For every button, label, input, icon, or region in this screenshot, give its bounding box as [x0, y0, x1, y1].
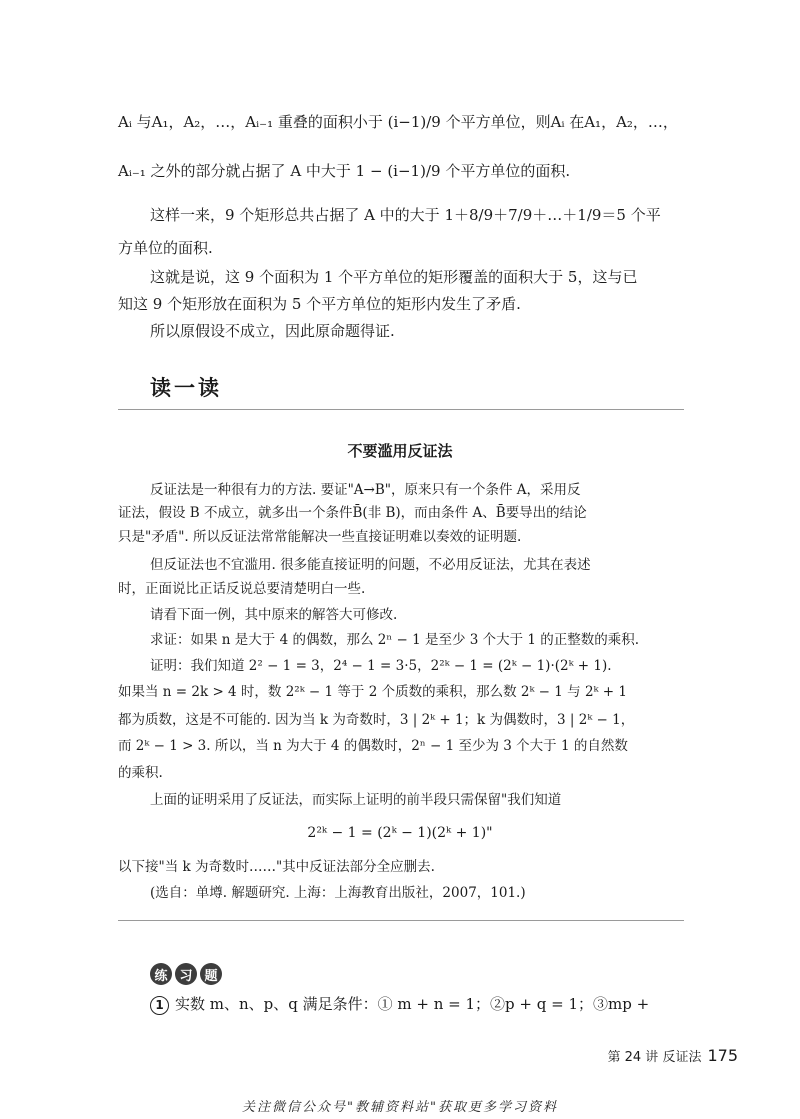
- exercise-number: 1: [150, 996, 169, 1015]
- page-footer: [608, 1046, 739, 1065]
- proof-line-7: 所以原假设不成立，因此原命题得证.: [150, 322, 395, 340]
- article-p1-line1: 反证法是一种很有力的方法. 要证"A→B"，原来只有一个条件 A，采用反: [150, 482, 581, 498]
- proof-line-3: 这样一来，9 个矩形总共占据了 A 中的大于 1＋8/9＋7/9＋…＋1/9＝5 个平: [150, 206, 661, 224]
- footer-lecture: 第 24 讲 反证法: [607, 1050, 702, 1065]
- exercise-heading: [150, 963, 222, 985]
- exercise-badge: 练: [150, 963, 172, 985]
- section-bottom-rule: [118, 920, 684, 921]
- article-p4: 求证：如果 n 是大于 4 的偶数，那么 2ⁿ − 1 是至少 3 个大于 1 的正整数的乘积.: [150, 632, 640, 648]
- article-p5-line1: 证明：我们知道 2² − 1 = 3，2⁴ − 1 = 3·5，2²ᵏ − 1 = (2ᵏ − 1)·(2ᵏ + 1).: [150, 658, 612, 674]
- article-p7: 以下接"当 k 为奇数时……"其中反证法部分全应删去.: [118, 859, 435, 875]
- article-p1-line2: 证法，假设 B 不成立，就多出一个条件B̄(非 B)，而由条件 A、B̄要导出的结论: [118, 505, 587, 521]
- article-p5-line4: 而 2ᵏ − 1 > 3. 所以，当 n 为大于 4 的偶数时，2ⁿ − 1 至少为 3 个大于 1 的自然数: [118, 738, 628, 754]
- proof-line-2: Aᵢ₋₁ 之外的部分就占据了 A 中大于 1 − (i−1)/9 个平方单位的面积.: [118, 162, 571, 180]
- article-title: 不要滥用反证法: [347, 442, 453, 460]
- article-source: (选自：单墫. 解题研究. 上海：上海教育出版社，2007，101.): [150, 885, 526, 901]
- article-p2-line1: 但反证法也不宜滥用. 很多能直接证明的问题，不必用反证法，尤其在表述: [150, 557, 591, 573]
- watermark-text: 关注微信公众号"教辅资料站"获取更多学习资料: [242, 1100, 558, 1115]
- article-p6: 上面的证明采用了反证法，而实际上证明的前半段只需保留"我们知道: [150, 792, 562, 808]
- exercise-text: 实数 m、n、p、q 满足条件：① m + n = 1；②p + q = 1；③mp +: [175, 995, 650, 1013]
- proof-line-6: 知这 9 个矩形放在面积为 5 个平方单位的矩形内发生了矛盾.: [118, 295, 521, 313]
- article-p2-line2: 时，正面说比正话反说总要清楚明白一些.: [118, 581, 366, 597]
- article-p5-line2: 如果当 n = 2k > 4 时，数 2²ᵏ − 1 等于 2 个质数的乘积，那么数 2ᵏ − 1 与 2ᵏ + 1: [118, 684, 627, 700]
- proof-line-1: Aᵢ 与A₁，A₂，…，Aᵢ₋₁ 重叠的面积小于 (i−1)/9 个平方单位，则Aᵢ 在A₁，A₂，…，: [118, 113, 678, 131]
- exercise-item-1: [150, 994, 720, 1015]
- section-top-rule: [118, 409, 684, 410]
- article-p5-line3: 都为质数，这是不可能的. 因为当 k 为奇数时，3 | 2ᵏ + 1；k 为偶数时，3 | 2ᵏ − 1，: [118, 712, 635, 728]
- article-equation: 2²ᵏ − 1 = (2ᵏ − 1)(2ᵏ + 1)": [307, 825, 493, 841]
- proof-line-5: 这就是说，这 9 个面积为 1 个平方单位的矩形覆盖的面积大于 5，这与已: [150, 268, 638, 286]
- article-p3: 请看下面一例，其中原来的解答大可修改.: [150, 607, 398, 623]
- page-number: 175: [707, 1046, 738, 1065]
- exercise-badge: 习: [175, 963, 197, 985]
- section-title: 读一读: [150, 376, 222, 400]
- article-p1-line3: 只是"矛盾". 所以反证法常常能解决一些直接证明难以奏效的证明题.: [118, 529, 522, 545]
- article-p5-line5: 的乘积.: [118, 765, 163, 781]
- proof-line-4: 方单位的面积.: [118, 239, 213, 257]
- exercise-badge: 题: [200, 963, 222, 985]
